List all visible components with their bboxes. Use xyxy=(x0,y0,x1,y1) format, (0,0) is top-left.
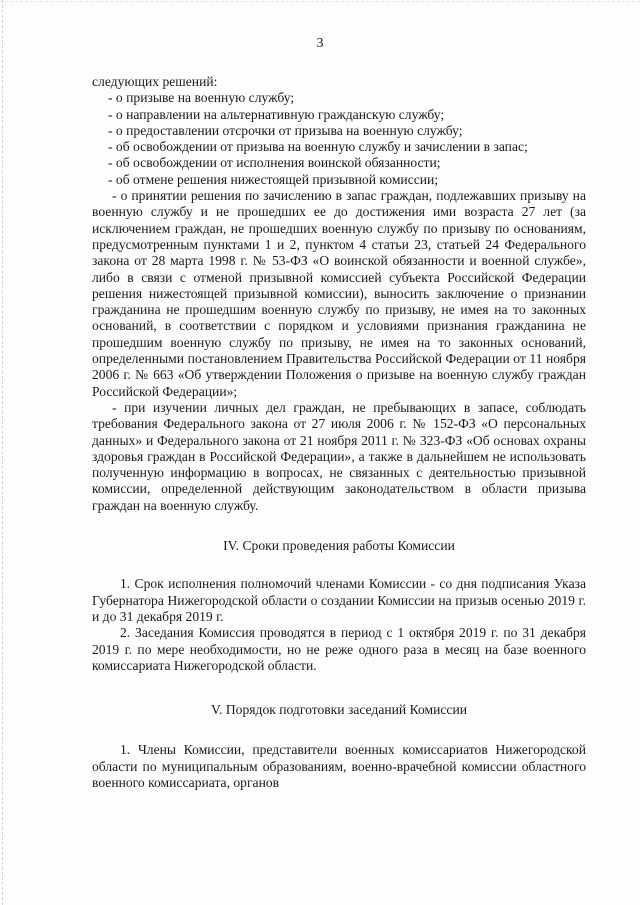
section-5-paragraph-1: 1. Члены Комиссии, представители военных комиссариатов Нижегородской области по муниципальным образованиям, военно-врачебной комиссии областного военного комиссариата, органов xyxy=(92,742,586,790)
paragraph-reserve-enlistment: - о принятии решения по зачислению в запас граждан, подлежавших призыву на военную службу и не прошедших ее до достижения ими возраста 27 лет (за исключением граждан, не прошедших военную службу по призыву по основаниям, предусмотренным пунктами 1 и 2, пунктом 4 статьи 23, статьей 24 Федерального закона от 28 марта 1998 г. № 53-ФЗ «О воинской обязанности и военной службе», либо в связи с отменой призывной комиссией субъекта Российской Федерации решения нижестоящей призывной комиссии), выносить заключение о признании гражданина не прошедшим военную службу по призыву, не имея на то законных оснований, в соответствии с порядком и условиями признания гражданина не прошедшим военную службу по призыву, не имея на то законных оснований, определенными постановлением Правительства Российской Федерации от 11 ноября 2006 г. № 663 «Об утверждении Положения о призыве на военную службу граждан Российской Федерации»; xyxy=(92,188,586,399)
section-4-paragraph-2: 2. Заседания Комиссия проводятся в период с 1 октября 2019 г. по 31 декабря 2019 г. по мере необходимости, но не реже одного раза в месяц на базе военного комиссариата Нижегородской области. xyxy=(92,625,586,673)
scan-edge-top xyxy=(0,1,640,3)
intro-line: следующих решений: xyxy=(92,74,218,89)
paragraph-personal-data: - при изучении личных дел граждан, не пребывающих в запасе, соблюдать требования Федерального закона от 27 июля 2006 г. № 152-ФЗ «О персональных данных» и Федерального закона от 21 ноября 2011 г. № 323-ФЗ «Об основах охраны здоровья граждан в Российской Федерации», а также в дальнейшем не использовать полученную информацию в вопросах, не связанных с деятельностью призывной комиссии, определенной действующим законодательством в области призыва граждан на военную службу. xyxy=(92,399,586,513)
scan-edge-left xyxy=(2,0,4,905)
decision-item: - об освобождении от исполнения воинской обязанности; xyxy=(108,155,441,171)
page-number: 3 xyxy=(316,36,324,51)
document-body xyxy=(92,74,586,791)
decision-item: - об освобождении от призыва на военную службу и зачислении в запас; xyxy=(108,139,528,155)
decision-item: - о предоставлении отсрочки от призыва на военную службу; xyxy=(108,122,463,138)
decision-item: - о направлении на альтернативную гражданскую службу; xyxy=(108,106,445,122)
section-4-paragraph-1: 1. Срок исполнения полномочий членами Комиссии - со дня подписания Указа Губернатора Нижегородской области о создании Комиссии на призыв осенью 2019 г. и до 31 декабря 2019 г. xyxy=(92,576,586,624)
decision-item: - о призыве на военную службу; xyxy=(108,90,295,106)
section-4-heading: IV. Сроки проведения работы Комиссии xyxy=(223,538,455,554)
decision-item: - об отмене решения нижестоящей призывной комиссии; xyxy=(108,171,439,187)
section-5-heading: V. Порядок подготовки заседаний Комиссии xyxy=(211,702,467,718)
